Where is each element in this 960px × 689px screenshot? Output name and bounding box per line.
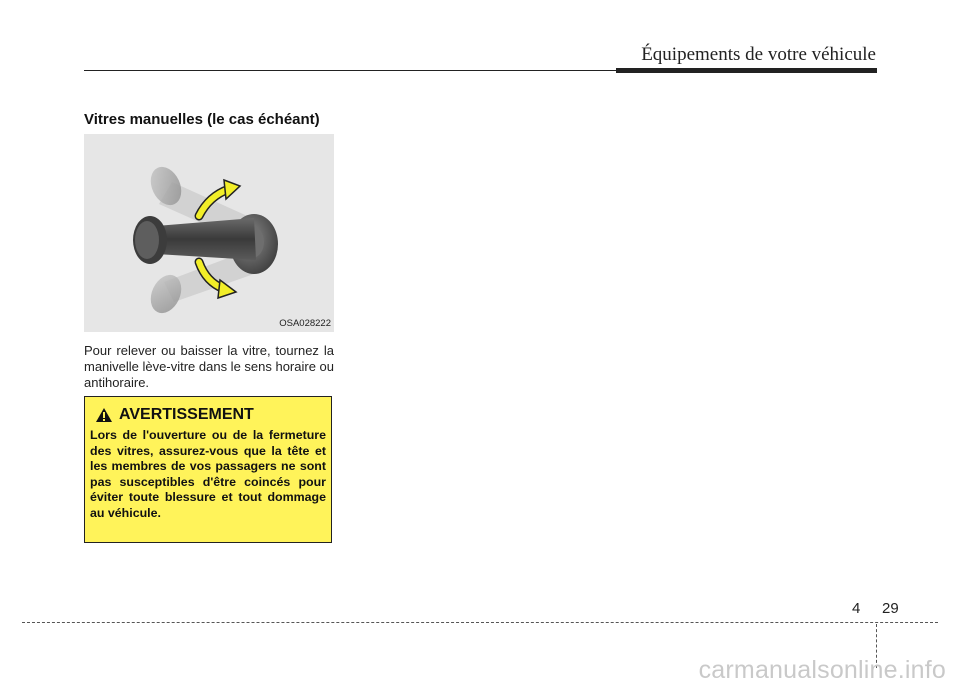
watermark-text: carmanualsonline.info xyxy=(698,656,946,684)
page-header-title: Équipements de votre véhicule xyxy=(641,44,876,65)
warning-header xyxy=(95,406,254,424)
chapter-number: 4 xyxy=(852,600,861,617)
warning-box xyxy=(84,396,332,543)
window-crank-figure xyxy=(84,134,334,332)
body-paragraph: Pour relever ou baisser la vitre, tournez la manivelle lève-vitre dans le sens horaire ou antihoraire. xyxy=(84,343,335,390)
warning-text: Lors de l'ouverture ou de la fermeture des vitres, assurez-vous que la tête et les membres de vos passagers ne sont pas susceptibles d'être coincés pour éviter toute blessure et tout dommage au véhicule. xyxy=(90,428,326,520)
warning-title: AVERTISSEMENT xyxy=(119,406,254,423)
section-title: Vitres manuelles (le cas échéant) xyxy=(84,111,320,128)
figure-code: OSA028222 xyxy=(279,318,331,329)
warning-triangle-icon xyxy=(95,407,113,423)
footer-rule xyxy=(22,622,938,623)
page-number: 29 xyxy=(882,600,899,617)
window-crank-image xyxy=(84,134,334,332)
header-rule-thick xyxy=(616,68,877,73)
